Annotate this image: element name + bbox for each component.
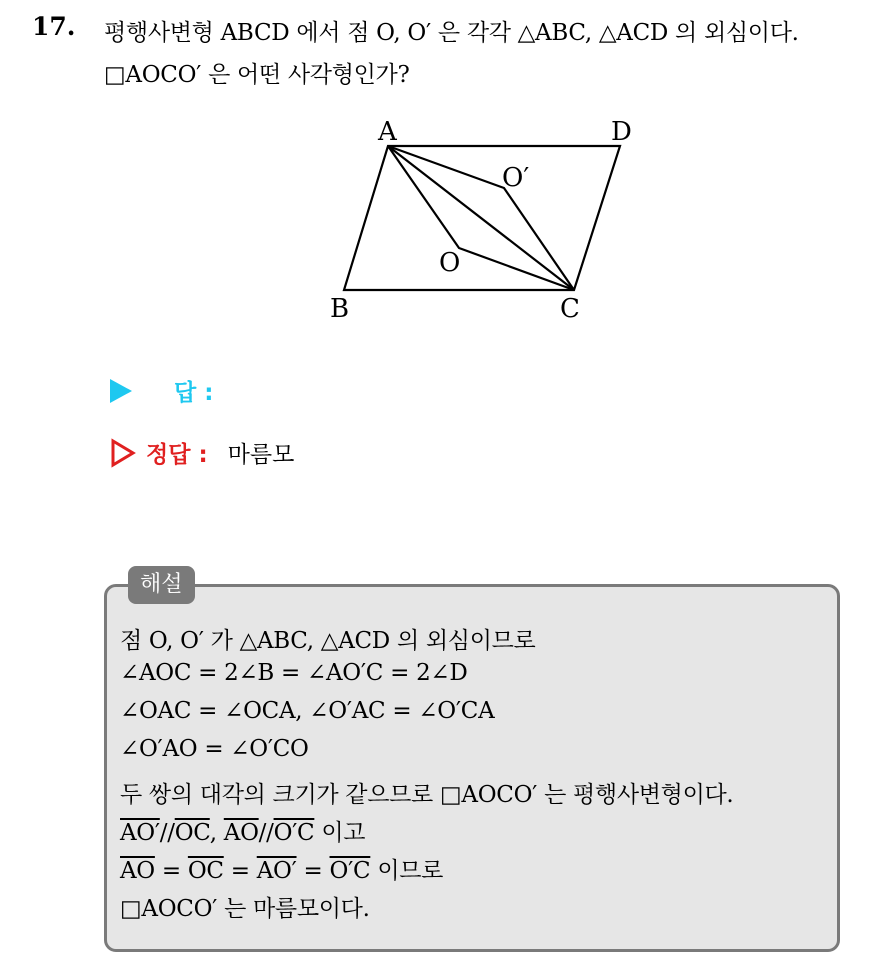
figure-lines — [344, 146, 620, 290]
explanation-line3: ∠OAC = ∠OCA, ∠O′AC = ∠O′CA — [120, 698, 495, 724]
explanation-line5: 두 쌍의 대각의 크기가 같으므로 □AOCO′ 는 평행사변형이다. — [120, 782, 734, 808]
explanation-line8: □AOCO′ 는 마름모이다. — [120, 896, 370, 922]
segment-ao-prime: AO′ — [256, 858, 297, 884]
question-number: 17. — [32, 12, 76, 41]
trailing-text: 이고 — [314, 820, 366, 846]
segment-o-prime-c: O′C — [329, 858, 371, 884]
segment-oc: $\overline{OC}$ — [174, 820, 210, 846]
segment-oc: $\overline{OC}$ — [187, 858, 224, 884]
label-b: B — [330, 294, 350, 324]
explanation-line7 — [120, 852, 443, 885]
label-c: C — [560, 294, 580, 324]
equals-sign: = — [154, 858, 188, 884]
correct-answer-value: 마름모 — [227, 442, 295, 468]
label-o-prime: O′ — [502, 163, 530, 193]
question-text-line1: 평행사변형 ABCD 에서 점 O, O′ 은 각각 △ABC, △ACD 의 외심이다. — [104, 20, 799, 46]
explanation-line2: ∠AOC = 2∠B = ∠AO′C = 2∠D — [120, 660, 468, 686]
parallel-symbol: // — [258, 820, 274, 846]
play-triangle-icon — [110, 379, 132, 403]
label-d: D — [611, 117, 632, 147]
outline-triangle-icon — [110, 438, 136, 468]
segment-ao: $\overline{AO}$ — [120, 858, 155, 884]
explanation-line6 — [120, 814, 365, 847]
diagonal-ac — [388, 146, 574, 290]
label-a: A — [378, 117, 397, 147]
parallel-symbol: // — [159, 820, 175, 846]
question-text-line2: □AOCO′ 은 어떤 사각형인가? — [104, 62, 410, 88]
explanation-line4: ∠O′AO = ∠O′CO — [120, 736, 309, 762]
equals-sign: = — [296, 858, 330, 884]
segment-o-prime-c: O′C — [273, 820, 315, 846]
answer-blank-label: 답 : — [174, 380, 214, 406]
trailing-text: 이므로 — [370, 858, 444, 884]
equals-sign: = — [223, 858, 257, 884]
segment-ao: $\overline{AO}$ — [223, 820, 259, 846]
separator: , — [209, 820, 224, 846]
explanation-tag: 해설 — [128, 566, 195, 604]
answer-blank-row — [110, 374, 213, 407]
correct-answer-label: 정답 : — [146, 442, 208, 468]
segment-ao-prime: AO′ — [120, 820, 160, 846]
parallelogram-figure — [320, 108, 660, 328]
correct-answer-row — [110, 436, 294, 469]
label-o: O — [439, 248, 461, 278]
explanation-line1: 점 O, O′ 가 △ABC, △ACD 의 외심이므로 — [120, 628, 536, 654]
